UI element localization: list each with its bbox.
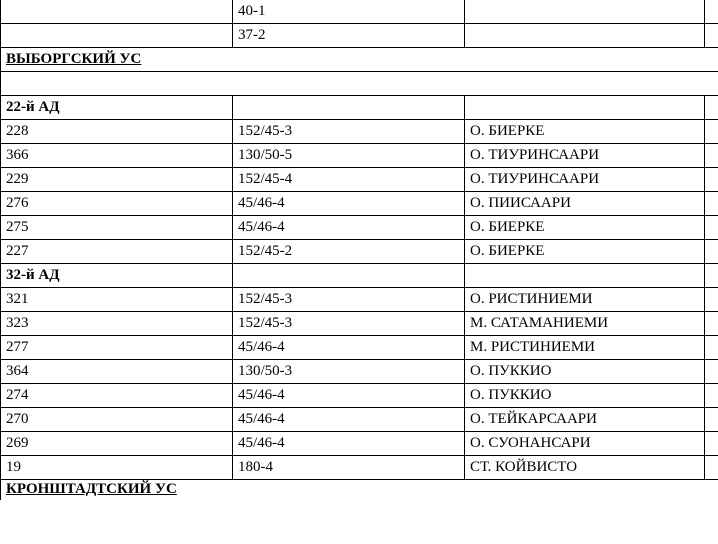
cell-code: 45/46-4 (233, 384, 465, 408)
cell-number: 270 (1, 408, 233, 432)
cell-code: 45/46-4 (233, 408, 465, 432)
cell-tail (705, 456, 718, 480)
cell-code: 152/45-3 (233, 312, 465, 336)
cell-tail (705, 384, 718, 408)
cell-number: 276 (1, 192, 233, 216)
cell-name: М. РИСТИНИЕМИ (465, 336, 705, 360)
cell-name (465, 96, 705, 120)
cell-tail (705, 408, 718, 432)
cell-number: 275 (1, 216, 233, 240)
cell-number: 19 (1, 456, 233, 480)
cell-tail (705, 192, 718, 216)
table-row (1, 24, 718, 48)
cell-number: 321 (1, 288, 233, 312)
table-row (1, 0, 718, 24)
cell-number (1, 24, 233, 48)
group-header-row (1, 96, 718, 120)
group-header-label: 32-й АД (1, 264, 233, 288)
table-row (1, 432, 718, 456)
cell-code: 152/45-3 (233, 288, 465, 312)
cell-number: 269 (1, 432, 233, 456)
cell-tail (705, 0, 718, 24)
section-title: ВЫБОРГСКИЙ УС (1, 48, 718, 72)
table-row (1, 408, 718, 432)
table-row (1, 144, 718, 168)
cell-code: 180-4 (233, 456, 465, 480)
cell-name: СТ. КОЙВИСТО (465, 456, 705, 480)
cell-number: 227 (1, 240, 233, 264)
cell-tail (705, 264, 718, 288)
cell-code: 45/46-4 (233, 192, 465, 216)
cell-name: О. ТИУРИНСААРИ (465, 144, 705, 168)
table-row (1, 384, 718, 408)
cell-tail (705, 336, 718, 360)
cell-name: О. БИЕРКЕ (465, 216, 705, 240)
cell-name: О. ТИУРИНСААРИ (465, 168, 705, 192)
cell-tail (705, 120, 718, 144)
group-header-row (1, 264, 718, 288)
table-row (1, 336, 718, 360)
cell-name: О. СУОНАНСАРИ (465, 432, 705, 456)
cell-code: 45/46-4 (233, 432, 465, 456)
table-row (1, 360, 718, 384)
cell-name: О. РИСТИНИЕМИ (465, 288, 705, 312)
spacer (1, 72, 718, 96)
cell-code: 37-2 (233, 24, 465, 48)
cell-tail (705, 240, 718, 264)
cell-code: 130/50-3 (233, 360, 465, 384)
cell-code: 152/45-4 (233, 168, 465, 192)
cell-number: 277 (1, 336, 233, 360)
cell-code: 130/50-5 (233, 144, 465, 168)
table-row (1, 288, 718, 312)
cell-name: М. САТАМАНИЕМИ (465, 312, 705, 336)
cell-code: 40-1 (233, 0, 465, 24)
section-title-row-partial (1, 480, 718, 501)
cell-tail (705, 288, 718, 312)
table-row (1, 168, 718, 192)
cell-tail (705, 24, 718, 48)
cell-name: О. БИЕРКЕ (465, 240, 705, 264)
cell-number: 366 (1, 144, 233, 168)
cell-tail (705, 168, 718, 192)
cell-name (465, 0, 705, 24)
cell-code (233, 96, 465, 120)
cell-number (1, 0, 233, 24)
cell-name: О. ПИИСААРИ (465, 192, 705, 216)
cell-code: 152/45-2 (233, 240, 465, 264)
cell-tail (705, 216, 718, 240)
cell-name (465, 264, 705, 288)
cell-name: О. ТЕЙКАРСААРИ (465, 408, 705, 432)
cell-number: 228 (1, 120, 233, 144)
cell-number: 274 (1, 384, 233, 408)
table-row (1, 312, 718, 336)
cell-tail (705, 360, 718, 384)
cell-tail (705, 312, 718, 336)
table-body (1, 0, 718, 500)
spacer-row (1, 72, 718, 96)
cell-name: О. ПУККИО (465, 360, 705, 384)
cell-code (233, 264, 465, 288)
table-row (1, 240, 718, 264)
table-row (1, 216, 718, 240)
table-row (1, 192, 718, 216)
cell-tail (705, 144, 718, 168)
group-header-label: 22-й АД (1, 96, 233, 120)
cell-name: О. БИЕРКЕ (465, 120, 705, 144)
cell-tail (705, 432, 718, 456)
cell-code: 152/45-3 (233, 120, 465, 144)
cell-name: О. ПУККИО (465, 384, 705, 408)
cell-number: 323 (1, 312, 233, 336)
section-title-partial: КРОНШТАДТСКИЙ УС (1, 480, 718, 501)
cell-name (465, 24, 705, 48)
cell-code: 45/46-4 (233, 216, 465, 240)
cell-code: 45/46-4 (233, 336, 465, 360)
cell-number: 364 (1, 360, 233, 384)
table-row (1, 120, 718, 144)
cell-tail (705, 96, 718, 120)
cell-number: 229 (1, 168, 233, 192)
table-row (1, 456, 718, 480)
section-title-row (1, 48, 718, 72)
